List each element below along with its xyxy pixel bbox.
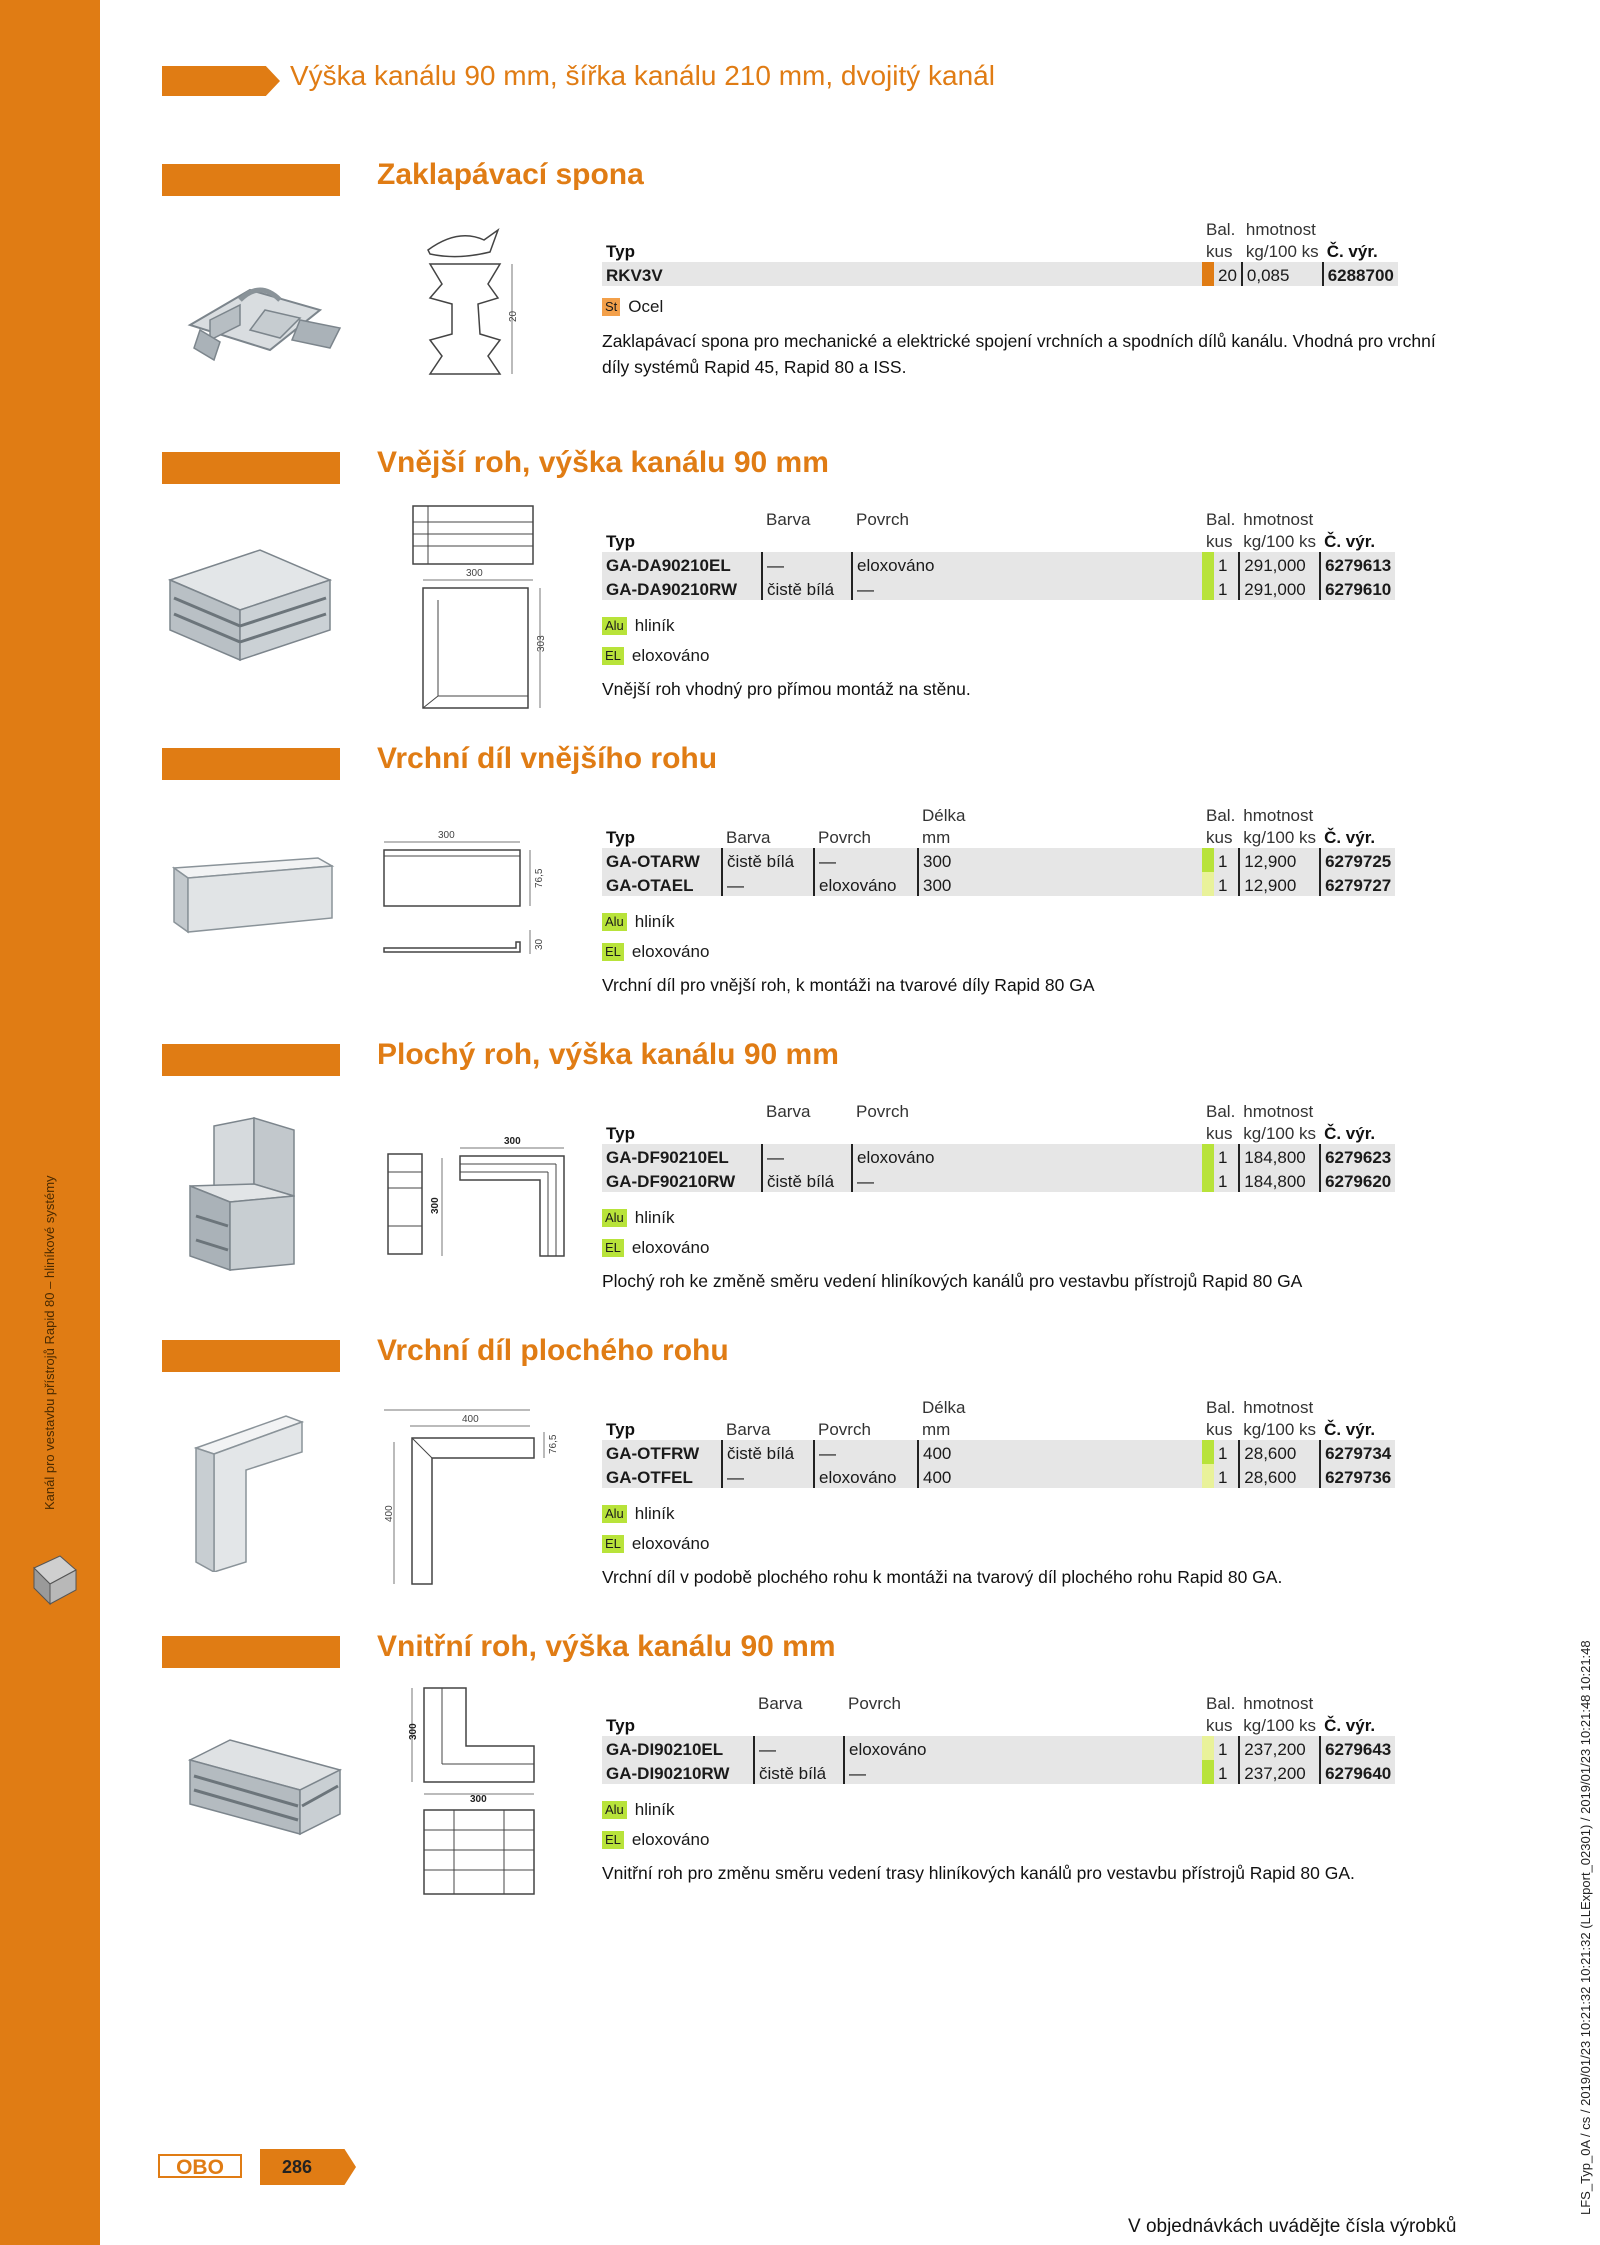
dimension-label: 20 xyxy=(508,310,519,322)
product-table: Bal. hmotnost Typ kus kg/100 ks Č. výr. RKV3V 20 0,085 6288700 xyxy=(602,218,1398,286)
section-bar xyxy=(162,452,340,484)
material-steel: St Ocel xyxy=(602,297,663,317)
material-tag: EL xyxy=(602,647,624,665)
section-title: Vrchní díl vnějšího rohu xyxy=(377,742,718,775)
product-table: Délka Bal. hmotnost Typ Barva Povrch mm kus kg/100 ks Č. výr. GA-OTARW čistě bílá — 300 1 12,900 6279725 GA-OTAEL — eloxováno 300 1 12,900 6279727 xyxy=(602,804,1395,896)
section-bar xyxy=(162,164,340,196)
product-photo-clip xyxy=(180,270,360,380)
material-el: EL eloxováno xyxy=(602,1238,709,1258)
material-el: EL eloxováno xyxy=(602,1830,709,1850)
technical-drawing-inner-corner xyxy=(404,1682,554,1902)
table-row: GA-OTFEL — eloxováno 400 1 28,600 6279736 xyxy=(602,1464,1395,1488)
print-meta: LFS_Typ_0A / cs / 2019/01/23 10:21:32 10:21:32 (LLExport_02301) / 2019/01/23 10:21:48 10:21:48 xyxy=(1578,1640,1593,2215)
product-description: Vrchní díl pro vnější roh, k montáži na tvarové díly Rapid 80 GA xyxy=(602,975,1095,995)
table-row: RKV3V 20 0,085 6288700 xyxy=(602,262,1398,286)
header-arrow xyxy=(162,66,280,96)
material-alu: Alu hliník xyxy=(602,1800,674,1820)
material-el: EL eloxováno xyxy=(602,1534,709,1554)
dimension-label: 400 xyxy=(384,1505,395,1522)
material-alu: Alu hliník xyxy=(602,1208,674,1228)
material-el: EL eloxováno xyxy=(602,646,709,666)
product-description: Vrchní díl v podobě plochého rohu k montáži na tvarový díl plochého rohu Rapid 80 GA. xyxy=(602,1567,1283,1587)
table-row: GA-DI90210RW čistě bílá — 1 237,200 6279640 xyxy=(602,1760,1395,1784)
table-row: GA-DF90210RW čistě bílá — 1 184,800 6279620 xyxy=(602,1168,1395,1192)
material-tag: EL xyxy=(602,1239,624,1257)
page-number: 286 xyxy=(282,2157,313,2177)
product-description: Zaklapávací spona pro mechanické a elektrické spojení vrchních a spodních dílů kanálu. Vhodná pro vrchní díly systémů Rapid 45, Rapid 80 a ISS. xyxy=(602,331,1436,377)
obo-logo xyxy=(158,2152,242,2180)
dimension-label: 300 xyxy=(408,1723,419,1740)
section-title: Plochý roh, výška kanálu 90 mm xyxy=(377,1038,839,1071)
dimension-label: 30 xyxy=(534,938,545,950)
material-tag: Alu xyxy=(602,617,627,635)
material-tag: Alu xyxy=(602,1209,627,1227)
section-bar xyxy=(162,748,340,780)
section-title: Vnější roh, výška kanálu 90 mm xyxy=(377,446,829,479)
dimension-label: 300 xyxy=(504,1136,521,1147)
product-description: Vnitřní roh pro změnu směru vedení trasy hliníkových kanálů pro vestavbu přístrojů Rapid 80 GA. xyxy=(602,1863,1355,1883)
technical-drawing-flat-corner-top xyxy=(380,1402,570,1592)
technical-drawing-outer-corner-top xyxy=(380,826,560,966)
product-photo-flat-corner xyxy=(184,1116,324,1276)
table-row: GA-DA90210EL — eloxováno 1 291,000 6279613 xyxy=(602,552,1395,576)
dimension-label: 303 xyxy=(536,635,547,652)
technical-drawing-clip xyxy=(418,222,528,422)
section-bar xyxy=(162,1044,340,1076)
product-photo-outer-corner xyxy=(160,540,340,670)
section-bar xyxy=(162,1340,340,1372)
product-description: Plochý roh ke změně směru vedení hliníkových kanálů pro vestavbu přístrojů Rapid 80 GA xyxy=(602,1271,1303,1291)
table-row: GA-OTARW čistě bílá — 300 1 12,900 6279725 xyxy=(602,848,1395,872)
footer-note: V objednávkách uvádějte čísla výrobků xyxy=(1128,2216,1457,2237)
technical-drawing-outer-corner xyxy=(408,500,558,720)
table-row: GA-DI90210EL — eloxováno 1 237,200 6279643 xyxy=(602,1736,1395,1760)
material-alu: Alu hliník xyxy=(602,1504,674,1524)
section-bar xyxy=(162,1636,340,1668)
material-tag: Alu xyxy=(602,1505,627,1523)
section-title: Vnitřní roh, výška kanálu 90 mm xyxy=(377,1630,836,1663)
dimension-label: 300 xyxy=(430,1197,441,1214)
svg-text:OBO: OBO xyxy=(176,2156,224,2179)
table-row: GA-DA90210RW čistě bílá — 1 291,000 6279610 xyxy=(602,576,1395,600)
dimension-label: 300 xyxy=(438,830,455,841)
material-tag: EL xyxy=(602,1831,624,1849)
product-description: Vnější roh vhodný pro přímou montáž na stěnu. xyxy=(602,679,971,699)
product-table: Barva Povrch Bal. hmotnost Typ kus kg/100 ks Č. výr. GA-DA90210EL — eloxováno 1 291,000 6279613 GA-DA90210RW čistě bílá — 1 291,000 6279610 xyxy=(602,508,1395,600)
table-row: GA-OTFRW čistě bílá — 400 1 28,600 6279734 xyxy=(602,1440,1395,1464)
product-photo-outer-corner-top xyxy=(168,856,338,936)
dimension-label: 300 xyxy=(470,1794,487,1805)
material-tag: EL xyxy=(602,943,624,961)
product-table: Barva Povrch Bal. hmotnost Typ kus kg/100 ks Č. výr. GA-DF90210EL — eloxováno 1 184,800 6279623 GA-DF90210RW čistě bílá — 1 184,800 6279620 xyxy=(602,1100,1395,1192)
dimension-label: 300 xyxy=(466,568,483,579)
table-row: GA-OTAEL — eloxováno 300 1 12,900 6279727 xyxy=(602,872,1395,896)
technical-drawing-flat-corner xyxy=(384,1130,574,1260)
product-photo-flat-corner-top xyxy=(190,1412,310,1572)
table-row: GA-DF90210EL — eloxováno 1 184,800 6279623 xyxy=(602,1144,1395,1168)
material-alu: Alu hliník xyxy=(602,912,674,932)
section-title: Vrchní díl plochého rohu xyxy=(377,1334,729,1367)
dimension-label: 400 xyxy=(462,1414,479,1425)
side-band xyxy=(0,0,100,2245)
page-title: Výška kanálu 90 mm, šířka kanálu 210 mm, dvojitý kanál xyxy=(290,60,995,91)
product-table: Barva Povrch Bal. hmotnost Typ kus kg/100 ks Č. výr. GA-DI90210EL — eloxováno 1 237,200 6279643 GA-DI90210RW čistě bílá — 1 237,200 6279640 xyxy=(602,1692,1395,1784)
section-title: Zaklapávací spona xyxy=(377,158,644,191)
material-tag: EL xyxy=(602,1535,624,1553)
material-el: EL eloxováno xyxy=(602,942,709,962)
dimension-label: 76,5 xyxy=(534,868,545,888)
material-tag: St xyxy=(602,298,620,316)
product-table: Délka Bal. hmotnost Typ Barva Povrch mm kus kg/100 ks Č. výr. GA-OTFRW čistě bílá — 400 1 28,600 6279734 GA-OTFEL — eloxováno 400 1 28,600 6279736 xyxy=(602,1396,1395,1488)
cable-channel-icon xyxy=(30,1550,80,1610)
product-photo-inner-corner xyxy=(180,1730,350,1840)
material-tag: Alu xyxy=(602,913,627,931)
material-alu: Alu hliník xyxy=(602,616,674,636)
side-vertical-text: Kanál pro vestavbu přístrojů Rapid 80 – hliníkové systémy xyxy=(42,1175,57,1510)
dimension-label: 76,5 xyxy=(548,1434,559,1454)
material-tag: Alu xyxy=(602,1801,627,1819)
